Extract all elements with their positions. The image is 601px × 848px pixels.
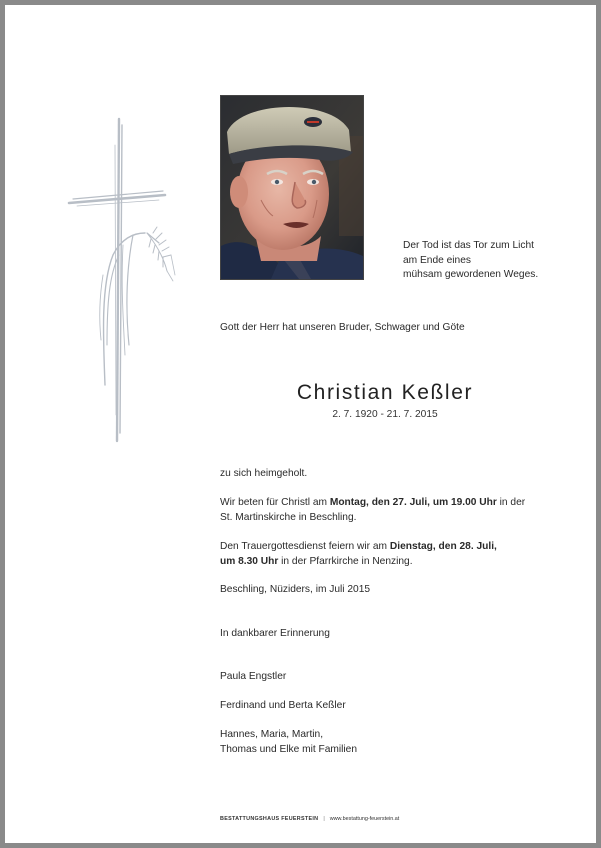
taken-home-text: zu sich heimgeholt. bbox=[220, 468, 308, 479]
prayer-location: St. Martinskirche in Beschling. bbox=[220, 512, 357, 523]
mourner-name: Thomas und Elke mit Familien bbox=[220, 744, 358, 755]
remembrance-text: In dankbarer Erinnerung bbox=[220, 628, 330, 639]
prayer-text: Wir beten für Christl am bbox=[220, 497, 330, 508]
prayer-text: in der bbox=[496, 497, 526, 508]
deceased-name: Christian Keßler bbox=[296, 381, 474, 404]
funeral-date: Dienstag, den 28. Juli, bbox=[389, 541, 497, 552]
funeral-time: um 8.30 Uhr bbox=[220, 556, 279, 567]
quote-line: mühsam gewordenen Weges. bbox=[403, 269, 539, 280]
funeral-home-link[interactable]: www.bestattung-feuerstein.at bbox=[329, 816, 400, 822]
mourner-name: Hannes, Maria, Martin, bbox=[220, 729, 324, 740]
funeral-location: in der Pfarrkirche in Nenzing. bbox=[278, 556, 413, 567]
place-and-date: Beschling, Nüziders, im Juli 2015 bbox=[220, 584, 371, 595]
mourner-name: Paula Engstler bbox=[220, 671, 287, 682]
portrait-photo bbox=[220, 95, 364, 280]
cross-with-wheat-icon bbox=[63, 115, 181, 447]
funeral-text: Den Trauergottesdienst feiern wir am bbox=[220, 541, 390, 552]
mourner-group bbox=[220, 727, 357, 757]
prayer-datetime: Montag, den 27. Juli, um 19.00 Uhr bbox=[329, 497, 497, 508]
prayer-announcement bbox=[220, 495, 525, 525]
funeral-home-footer bbox=[220, 816, 399, 822]
mourner-name: Ferdinand und Berta Keßler bbox=[220, 700, 346, 711]
funeral-home-name: BESTATTUNGSHAUS FEUERSTEIN bbox=[220, 816, 319, 822]
quote-line: Der Tod ist das Tor zum Licht bbox=[403, 240, 534, 251]
quote-line: am Ende eines bbox=[403, 254, 471, 266]
life-dates: 2. 7. 1920 - 21. 7. 2015 bbox=[332, 409, 438, 420]
footer-separator: | bbox=[323, 816, 325, 822]
memorial-quote bbox=[403, 239, 538, 283]
intro-text: Gott der Herr hat unseren Bruder, Schwager und Göte bbox=[220, 322, 465, 333]
funeral-announcement bbox=[220, 539, 497, 569]
